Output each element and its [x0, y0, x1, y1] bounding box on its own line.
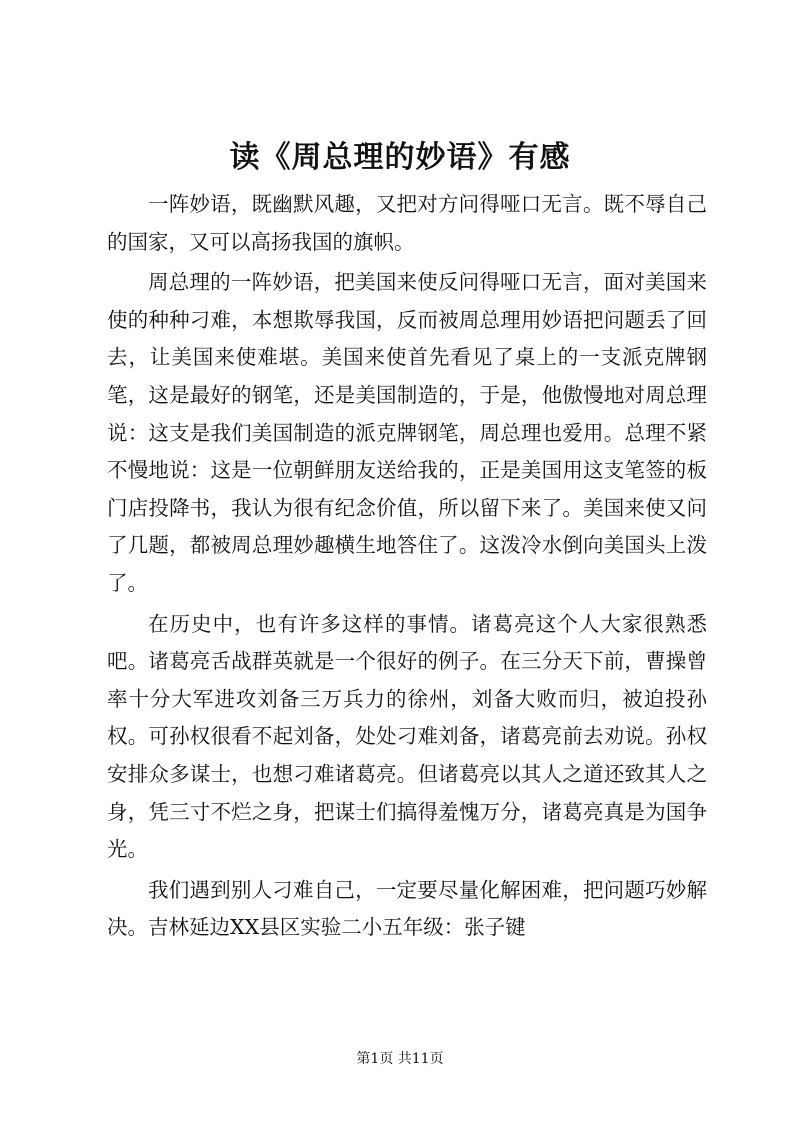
paragraph-4: 我们遇到别人刁难自己，一定要尽量化解困难，把问题巧妙解决。吉林延边XX县区实验二小五年级：张子键	[107, 877, 707, 940]
page-footer: 第1页 共11页	[356, 1051, 444, 1067]
paragraph-2: 周总理的一阵妙语，把美国来使反问得哑口无言，面对美国来使的种种刁难，本想欺辱我国，反而被周总理用妙语把问题丢了回去，让美国来使难堪。美国来使首先看见了桌上的一支派克牌钢笔，这是最好的钢笔，还是美国制造的，于是，他傲慢地对周总理说：这支是我们美国制造的派克牌钢笔，周总理也爱用。总理不紧不慢地说：这是一位朝鲜朋友送给我的，正是美国用这支笔签的板门店投降书，我认为很有纪念价值，所以留下来了。美国来使又问了几题，都被周总理妙趣横生地答住了。这泼冷水倒向美国头上泼了。	[107, 270, 707, 595]
document-title: 读《周总理的妙语》有感	[229, 140, 571, 175]
paragraph-1: 一阵妙语，既幽默风趣，又把对方问得哑口无言。既不辱自己的国家，又可以高扬我国的旗帜。	[107, 192, 707, 254]
paragraph-3: 在历史中，也有许多这样的事情。诸葛亮这个人大家很熟悉吧。诸葛亮舌战群英就是一个很好的例子。在三分天下前，曹操曾率十分大军进攻刘备三万兵力的徐州，刘备大败而归，被迫投孙权。可孙权很看不起刘备，处处刁难刘备，诸葛亮前去劝说。孙权安排众多谋士，也想刁难诸葛亮。但诸葛亮以其人之道还致其人之身，凭三寸不烂之身，把谋士们搞得羞愧万分，诸葛亮真是为国争光。	[107, 611, 707, 862]
document-body	[107, 186, 707, 950]
